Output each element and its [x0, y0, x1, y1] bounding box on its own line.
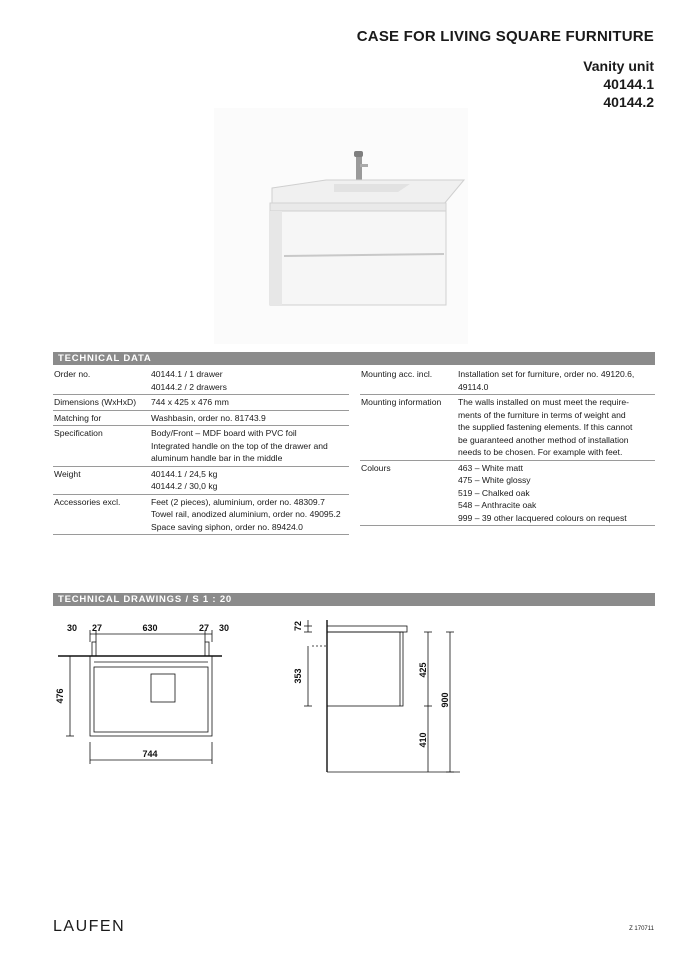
- value-line: 519 – Chalked oak: [458, 487, 530, 498]
- technical-data-left-table: [53, 367, 349, 535]
- row-value: [457, 367, 655, 395]
- value-line: The walls installed on must meet the require-: [458, 397, 629, 407]
- value-line: 40144.1 / 1 drawer: [151, 369, 223, 379]
- technical-drawings-header: TECHNICAL DRAWINGS / S 1 : 20: [53, 593, 655, 606]
- document-code: Z 170711: [629, 926, 654, 932]
- value-line: 548 – Anthracite oak: [458, 500, 537, 510]
- row-label: Specification: [53, 426, 150, 467]
- value-line: Feet (2 pieces), aluminium, order no. 48309.7: [151, 496, 325, 507]
- value-line: aluminum handle bar in the middle: [151, 453, 283, 463]
- dim-side-72: 72: [293, 620, 303, 632]
- product-heading: [583, 57, 654, 111]
- dim-front-30-left: 30: [66, 623, 78, 633]
- table-row: [53, 367, 349, 395]
- row-label: Mounting acc. incl.: [360, 367, 457, 395]
- row-value: [150, 466, 349, 494]
- value-line: 475 – White glossy: [458, 475, 531, 485]
- dim-front-27-right: 27: [198, 623, 210, 633]
- value-line: 49114.0: [458, 381, 489, 392]
- row-value: [150, 395, 349, 411]
- value-line: Body/Front – MDF board with PVC foil: [151, 428, 297, 438]
- technical-data-right-table: [360, 367, 655, 526]
- laufen-logo: LAUFEN: [53, 918, 126, 935]
- value-line: 999 – 39 other lacquered colours on request: [458, 512, 627, 523]
- value-line: 40144.1 / 24,5 kg: [151, 468, 218, 479]
- vanity-unit-product-image: [214, 108, 468, 344]
- value-line: the supplied fastening elements. If this cannot: [458, 422, 633, 432]
- table-row: [53, 395, 349, 411]
- row-label: Weight: [53, 466, 150, 494]
- dim-front-30-right: 30: [218, 623, 230, 633]
- row-value: [150, 494, 349, 535]
- side-view-drawing: [304, 620, 460, 772]
- value-line: 744 x 425 x 476 mm: [151, 397, 229, 407]
- row-value: [457, 395, 655, 461]
- product-type: Vanity unit: [583, 58, 654, 74]
- value-line: 40144.2 / 30,0 kg: [151, 481, 218, 491]
- value-line: needs to be chosen. For example with feet.: [458, 447, 623, 457]
- row-value: [457, 460, 655, 526]
- table-row: [53, 494, 349, 535]
- dim-side-410: 410: [418, 732, 428, 748]
- front-view-drawing: [58, 630, 222, 764]
- dim-front-width: 744: [142, 749, 158, 759]
- value-line: ments of the furniture in terms of weight and: [458, 409, 626, 420]
- table-row: [360, 395, 655, 461]
- row-value: [150, 367, 349, 395]
- table-row: [53, 466, 349, 494]
- row-label: Dimensions (WxHxD): [53, 395, 150, 411]
- value-line: be guaranteed another method of installation: [458, 434, 629, 445]
- article-number-1: 40144.1: [603, 76, 654, 92]
- dim-front-height: 476: [55, 688, 65, 704]
- table-row: [53, 426, 349, 467]
- row-label: Order no.: [53, 367, 150, 395]
- dim-side-353: 353: [293, 668, 303, 684]
- table-row: [360, 367, 655, 395]
- value-line: Installation set for furniture, order no. 49120.6,: [458, 369, 635, 379]
- dim-front-27-left: 27: [91, 623, 103, 633]
- row-value: [150, 426, 349, 467]
- table-row: [360, 460, 655, 526]
- technical-drawing: [50, 612, 470, 782]
- row-value: [150, 410, 349, 426]
- row-label: Matching for: [53, 410, 150, 426]
- value-line: Washbasin, order no. 81743.9: [151, 412, 266, 423]
- value-line: Towel rail, anodized aluminium, order no. 49095.2: [151, 509, 341, 519]
- article-number-2: 40144.2: [603, 94, 654, 110]
- dim-front-630: 630: [142, 623, 158, 633]
- dim-side-425: 425: [418, 662, 428, 678]
- row-label: Accessories excl.: [53, 494, 150, 535]
- row-label: Mounting information: [360, 395, 457, 461]
- dim-side-900: 900: [440, 692, 450, 708]
- table-row: [53, 410, 349, 426]
- value-line: Integrated handle on the top of the drawer and: [151, 440, 328, 451]
- technical-data-header: TECHNICAL DATA: [53, 352, 655, 365]
- row-label: Colours: [360, 460, 457, 526]
- value-line: 463 – White matt: [458, 462, 523, 473]
- document-title: CASE FOR LIVING SQUARE FURNITURE: [356, 28, 654, 45]
- value-line: 40144.2 / 2 drawers: [151, 381, 227, 392]
- value-line: Space saving siphon, order no. 89424.0: [151, 521, 303, 532]
